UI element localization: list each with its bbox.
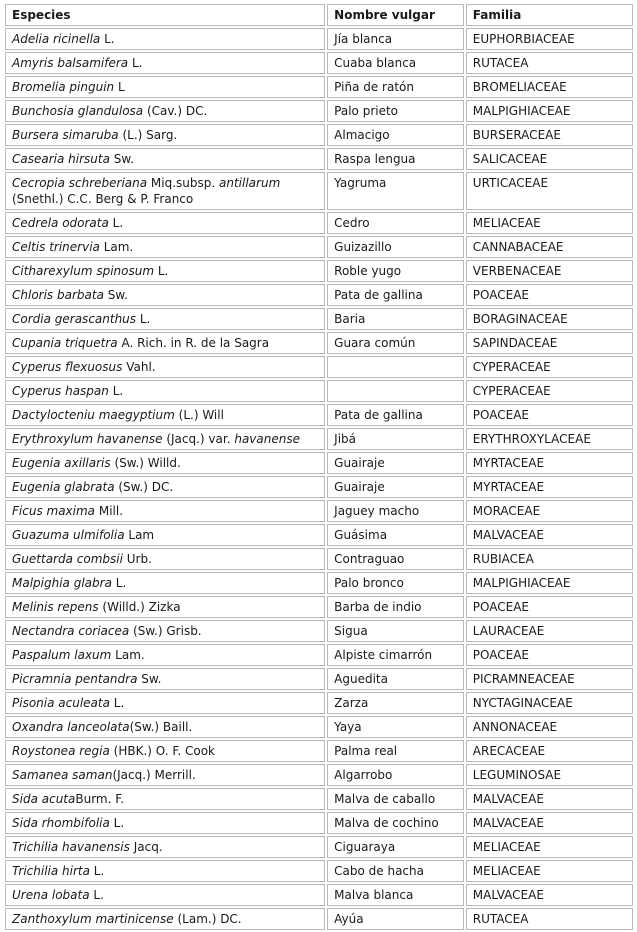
family-cell: RUBIACEA: [466, 548, 633, 570]
species-name-italic: Trichilia havanensis: [12, 840, 130, 854]
common-name-cell: Algarrobo: [327, 764, 464, 786]
family-cell: MYRTACEAE: [466, 452, 633, 474]
species-name-italic: Amyris balsamifera: [12, 56, 129, 70]
common-name-cell: Ciguaraya: [327, 836, 464, 858]
family-cell: MORACEAE: [466, 500, 633, 522]
table-row: [5, 476, 633, 498]
family-cell: ERYTHROXYLACEAE: [466, 428, 633, 450]
common-name-cell: Contraguao: [327, 548, 464, 570]
species-cell: [5, 716, 325, 738]
family-cell: MALVACEAE: [466, 884, 633, 906]
header-nombre-vulgar: Nombre vulgar: [327, 4, 464, 26]
common-name-cell: Pata de gallina: [327, 404, 464, 426]
species-name-italic: Cordia gerascanthus: [12, 312, 137, 326]
species-name-italic: Picramnia pentandra: [12, 672, 138, 686]
common-name-cell: Guizazillo: [327, 236, 464, 258]
table-row: [5, 812, 633, 834]
species-authority: L.: [89, 888, 104, 902]
species-name-italic: Roystonea regia: [12, 744, 110, 758]
table-row: [5, 548, 633, 570]
family-cell: POACEAE: [466, 404, 633, 426]
table-row: [5, 692, 633, 714]
common-name-cell: Almacigo: [327, 124, 464, 146]
species-cell: [5, 452, 325, 474]
common-name-cell: Jía blanca: [327, 28, 464, 50]
table-row: [5, 500, 633, 522]
table-row: [5, 172, 633, 210]
species-name-italic: Cyperus haspan: [12, 384, 109, 398]
common-name-cell: Guara común: [327, 332, 464, 354]
species-cell: [5, 836, 325, 858]
header-familia: Familia: [466, 4, 633, 26]
species-cell: [5, 596, 325, 618]
species-cell: [5, 124, 325, 146]
family-cell: MALVACEAE: [466, 812, 633, 834]
species-authority: Sw.: [103, 288, 128, 302]
family-cell: ARECACEAE: [466, 740, 633, 762]
species-authority: Miq.subsp.: [147, 176, 220, 190]
table-row: [5, 236, 633, 258]
species-cell: [5, 740, 325, 762]
species-authority: L.: [136, 312, 151, 326]
family-cell: MALPIGHIACEAE: [466, 100, 633, 122]
common-name-cell: Alpiste cimarrón: [327, 644, 464, 666]
species-name-italic: Zanthoxylum martinicense: [12, 912, 174, 926]
family-cell: LEGUMINOSAE: [466, 764, 633, 786]
species-name-italic: Eugenia glabrata: [12, 480, 115, 494]
species-name-italic: Sida rhombifolia: [12, 816, 110, 830]
species-authority: Lam.: [111, 648, 145, 662]
species-name-italic: antillarum: [219, 176, 281, 190]
common-name-cell: Palo bronco: [327, 572, 464, 594]
family-cell: RUTACEA: [466, 52, 633, 74]
species-name-italic: Bunchosia glandulosa: [12, 104, 144, 118]
species-cell: [5, 404, 325, 426]
species-cell: [5, 548, 325, 570]
common-name-cell: Guásima: [327, 524, 464, 546]
species-name-italic: Ficus maxima: [12, 504, 96, 518]
family-cell: BORAGINACEAE: [466, 308, 633, 330]
species-cell: [5, 308, 325, 330]
species-cell: [5, 236, 325, 258]
species-authority: Mill.: [95, 504, 124, 518]
common-name-cell: Cuaba blanca: [327, 52, 464, 74]
species-name-italic: Guazuma ulmifolia: [12, 528, 125, 542]
species-name-italic: Samanea saman: [12, 768, 113, 782]
table-row: [5, 764, 633, 786]
table-row: [5, 452, 633, 474]
family-cell: CYPERACEAE: [466, 356, 633, 378]
common-name-cell: Yagruma: [327, 172, 464, 210]
species-authority: Jacq.: [129, 840, 163, 854]
species-authority: (Sw.) Willd.: [110, 456, 181, 470]
species-name-italic: Casearia hirsuta: [12, 152, 110, 166]
species-name-italic: Eugenia axillaris: [12, 456, 111, 470]
species-authority: L.: [109, 696, 125, 710]
family-cell: BROMELIACEAE: [466, 76, 633, 98]
common-name-cell: Guairaje: [327, 452, 464, 474]
header-especies: Especies: [5, 4, 325, 26]
species-name-italic: Cedrela odorata: [12, 216, 109, 230]
species-cell: [5, 908, 325, 930]
family-cell: MYRTACEAE: [466, 476, 633, 498]
common-name-cell: Malva de cochino: [327, 812, 464, 834]
species-authority: (Cav.) DC.: [143, 104, 208, 118]
species-name-italic: Cecropia schreberiana: [12, 176, 148, 190]
family-cell: MELIACEAE: [466, 212, 633, 234]
common-name-cell: [327, 356, 464, 378]
species-authority: L.: [111, 576, 127, 590]
table-row: [5, 668, 633, 690]
common-name-cell: Malva de caballo: [327, 788, 464, 810]
common-name-cell: Palo prieto: [327, 100, 464, 122]
common-name-cell: Cedro: [327, 212, 464, 234]
header-row: [5, 4, 633, 26]
common-name-cell: Piña de ratón: [327, 76, 464, 98]
species-cell: [5, 28, 325, 50]
table-row: [5, 332, 633, 354]
species-authority: Vahl.: [122, 360, 156, 374]
species-cell: [5, 644, 325, 666]
species-cell: [5, 476, 325, 498]
family-cell: POACEAE: [466, 596, 633, 618]
table-row: [5, 100, 633, 122]
family-cell: CYPERACEAE: [466, 380, 633, 402]
species-cell: [5, 500, 325, 522]
species-cell: [5, 260, 325, 282]
family-cell: RUTACEA: [466, 908, 633, 930]
table-row: [5, 260, 633, 282]
species-cell: [5, 884, 325, 906]
family-cell: MELIACEAE: [466, 860, 633, 882]
species-cell: [5, 692, 325, 714]
species-authority: Sw.: [137, 672, 162, 686]
table-row: [5, 788, 633, 810]
species-name-italic: Guettarda combsii: [12, 552, 123, 566]
family-cell: BURSERACEAE: [466, 124, 633, 146]
species-cell: [5, 332, 325, 354]
species-cell: [5, 76, 325, 98]
common-name-cell: Zarza: [327, 692, 464, 714]
species-name-italic: Paspalum laxum: [12, 648, 112, 662]
species-authority: (Lam.) DC.: [173, 912, 242, 926]
table-row: [5, 404, 633, 426]
family-cell: MELIACEAE: [466, 836, 633, 858]
table-row: [5, 76, 633, 98]
species-name-italic: Urena lobata: [12, 888, 90, 902]
family-cell: MALVACEAE: [466, 788, 633, 810]
common-name-cell: [327, 380, 464, 402]
common-name-cell: Barba de indio: [327, 596, 464, 618]
table-row: [5, 596, 633, 618]
species-authority: (L.) Will: [174, 408, 224, 422]
common-name-cell: Cabo de hacha: [327, 860, 464, 882]
species-table: [3, 2, 635, 932]
species-authority: L: [114, 80, 125, 94]
common-name-cell: Palma real: [327, 740, 464, 762]
species-cell: [5, 148, 325, 170]
family-cell: PICRAMNEACEAE: [466, 668, 633, 690]
species-authority: L.: [89, 864, 105, 878]
table-row: [5, 860, 633, 882]
common-name-cell: Malva blanca: [327, 884, 464, 906]
species-name-italic: Erythroxylum havanense: [12, 432, 163, 446]
species-authority: L.: [108, 216, 124, 230]
table-row: [5, 884, 633, 906]
species-authority: Lam.: [99, 240, 134, 254]
species-name-italic: Melinis repens: [12, 600, 99, 614]
family-cell: MALPIGHIACEAE: [466, 572, 633, 594]
species-name-italic: Citharexylum spinosum: [12, 264, 155, 278]
species-authority: (Sw.) Grisb.: [129, 624, 202, 638]
common-name-cell: Aguedita: [327, 668, 464, 690]
common-name-cell: Baria: [327, 308, 464, 330]
species-authority: (L.) Sarg.: [118, 128, 178, 142]
family-cell: VERBENACEAE: [466, 260, 633, 282]
table-row: [5, 524, 633, 546]
table-row: [5, 284, 633, 306]
common-name-cell: Pata de gallina: [327, 284, 464, 306]
family-cell: POACEAE: [466, 644, 633, 666]
family-cell: POACEAE: [466, 284, 633, 306]
table-row: [5, 644, 633, 666]
species-name-italic: Celtis trinervia: [12, 240, 100, 254]
table-row: [5, 52, 633, 74]
species-authority: L.: [100, 32, 115, 46]
family-cell: NYCTAGINACEAE: [466, 692, 633, 714]
species-authority: L.: [109, 816, 125, 830]
common-name-cell: Sigua: [327, 620, 464, 642]
family-cell: SAPINDACEAE: [466, 332, 633, 354]
species-cell: [5, 572, 325, 594]
species-cell: [5, 100, 325, 122]
species-name-italic: Dactylocteniu maegyptium: [12, 408, 175, 422]
species-cell: [5, 812, 325, 834]
species-authority: (Sw.) Baill.: [129, 720, 193, 734]
family-cell: ANNONACEAE: [466, 716, 633, 738]
table-header: [5, 4, 633, 26]
species-name-italic: Adelia ricinella: [12, 32, 101, 46]
family-cell: EUPHORBIACEAE: [466, 28, 633, 50]
species-authority: Lam: [124, 528, 155, 542]
species-cell: [5, 284, 325, 306]
species-authority: A. Rich. in R. de la Sagra: [117, 336, 270, 350]
species-cell: [5, 428, 325, 450]
table-row: [5, 620, 633, 642]
species-name-italic: havanense: [234, 432, 300, 446]
species-cell: [5, 52, 325, 74]
species-name-italic: Sida acuta: [12, 792, 76, 806]
table-row: [5, 572, 633, 594]
common-name-cell: Ayúa: [327, 908, 464, 930]
species-authority: L.: [108, 384, 124, 398]
species-cell: [5, 524, 325, 546]
species-name-italic: Bromelia pinguin: [12, 80, 115, 94]
species-authority: (Snethl.) C.C. Berg & P. Franco: [12, 192, 194, 206]
common-name-cell: Guairaje: [327, 476, 464, 498]
species-authority: (Jacq.) var.: [162, 432, 235, 446]
table-row: [5, 716, 633, 738]
common-name-cell: Roble yugo: [327, 260, 464, 282]
common-name-cell: Yaya: [327, 716, 464, 738]
common-name-cell: Jaguey macho: [327, 500, 464, 522]
species-authority: (Willd.) Zizka: [98, 600, 181, 614]
species-name-italic: Nectandra coriacea: [12, 624, 130, 638]
species-authority: L.: [154, 264, 169, 278]
species-authority: L.: [128, 56, 143, 70]
species-cell: [5, 764, 325, 786]
table-row: [5, 380, 633, 402]
species-authority: Urb.: [122, 552, 152, 566]
species-authority: (Sw.) DC.: [114, 480, 174, 494]
table-row: [5, 212, 633, 234]
family-cell: URTICACEAE: [466, 172, 633, 210]
species-authority: Sw.: [109, 152, 134, 166]
species-cell: [5, 620, 325, 642]
family-cell: CANNABACEAE: [466, 236, 633, 258]
family-cell: LAURACEAE: [466, 620, 633, 642]
table-row: [5, 908, 633, 930]
table-row: [5, 308, 633, 330]
species-name-italic: Trichilia hirta: [12, 864, 90, 878]
species-cell: [5, 212, 325, 234]
table-row: [5, 836, 633, 858]
table-row: [5, 28, 633, 50]
species-cell: [5, 356, 325, 378]
species-cell: [5, 380, 325, 402]
species-name-italic: Bursera simaruba: [12, 128, 119, 142]
species-authority: Burm. F.: [75, 792, 125, 806]
species-cell: [5, 788, 325, 810]
table-row: [5, 124, 633, 146]
common-name-cell: Raspa lengua: [327, 148, 464, 170]
species-name-italic: Pisonia aculeata: [12, 696, 110, 710]
common-name-cell: Jibá: [327, 428, 464, 450]
species-name-italic: Chloris barbata: [12, 288, 104, 302]
table-row: [5, 428, 633, 450]
family-cell: MALVACEAE: [466, 524, 633, 546]
species-authority: (HBK.) O. F. Cook: [109, 744, 215, 758]
species-name-italic: Cyperus flexuosus: [12, 360, 123, 374]
table-body: [5, 28, 633, 930]
species-name-italic: Malpighia glabra: [12, 576, 112, 590]
species-name-italic: Cupania triquetra: [12, 336, 118, 350]
table-row: [5, 148, 633, 170]
species-cell: [5, 668, 325, 690]
species-authority: (Jacq.) Merrill.: [112, 768, 196, 782]
table-row: [5, 740, 633, 762]
table-row: [5, 356, 633, 378]
species-cell: [5, 860, 325, 882]
species-name-italic: Oxandra lanceolata: [12, 720, 130, 734]
species-cell: [5, 172, 325, 210]
family-cell: SALICACEAE: [466, 148, 633, 170]
